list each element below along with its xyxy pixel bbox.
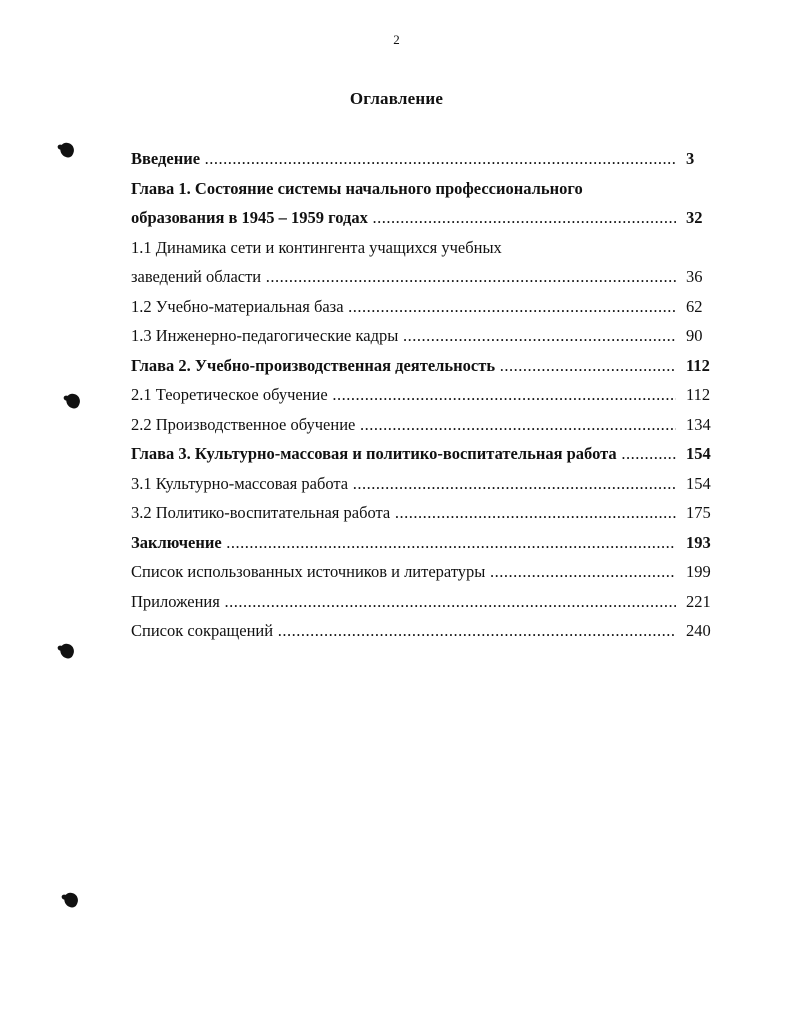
toc-entry-text: Глава 1. Состояние системы начального профессионального (131, 178, 583, 198)
toc-entry-page: 112 (686, 355, 710, 375)
table-of-contents (131, 144, 719, 646)
toc-entry-text: заведений области ..... (131, 262, 676, 292)
toc-entry-page: 62 (686, 296, 703, 316)
toc-entry-page: 154 (686, 473, 711, 493)
toc-entry (131, 380, 719, 410)
toc-entry-text: 3.2 Политико-воспитательная работа ..... (131, 498, 676, 528)
toc-entry (131, 233, 719, 263)
toc-entry-text: 1.3 Инженерно-педагогические кадры ..... (131, 321, 676, 351)
toc-entry-text: образования в 1945 – 1959 годах ..... (131, 203, 676, 233)
punch-hole-mark (62, 891, 80, 909)
toc-entry (131, 321, 719, 351)
toc-entry (131, 262, 719, 292)
toc-entry-text: 2.1 Теоретическое обучение ..... (131, 380, 676, 410)
toc-entry-page: 112 (686, 385, 711, 404)
toc-entry (131, 203, 719, 233)
toc-entry-text: 1.2 Учебно-материальная база ..... (131, 292, 676, 322)
toc-entry-text: Глава 2. Учебно-производственная деятельность ..... (131, 351, 676, 381)
toc-entry (131, 292, 719, 322)
toc-entry-text: Глава 3. Культурно-массовая и политико-воспитательная работа ..... (131, 439, 676, 469)
toc-entry-page: 32 (686, 208, 703, 227)
page-number: 2 (393, 32, 400, 47)
punch-hole-mark (58, 141, 76, 159)
toc-entry-page: 199 (686, 562, 711, 581)
toc-entry (131, 351, 719, 381)
toc-entry (131, 616, 719, 646)
toc-entry-text: Список использованных источников и литературы ..... (131, 557, 676, 587)
toc-entry (131, 174, 719, 204)
toc-entry (131, 528, 719, 558)
toc-entry (131, 439, 719, 469)
toc-entry-text: 3.1 Культурно-массовая работа ..... (131, 469, 676, 499)
toc-entry-page: 221 (686, 591, 711, 611)
toc-entry-text: Приложения ..... (131, 587, 676, 617)
toc-entry (131, 587, 719, 617)
toc-entry-text: Введение ..... (131, 144, 676, 174)
toc-entry-page: 193 (686, 532, 711, 552)
toc-entry (131, 469, 719, 499)
toc-entry (131, 144, 719, 174)
toc-entry (131, 557, 719, 587)
toc-entry-page: 154 (686, 444, 711, 463)
toc-entry-page: 134 (686, 414, 711, 434)
toc-entry-page: 175 (686, 503, 711, 522)
page-title: Оглавление (349, 89, 444, 108)
toc-entry-text: Список сокращений ..... (131, 616, 676, 646)
toc-entry-page: 3 (686, 149, 695, 168)
punch-hole-mark (58, 642, 76, 660)
toc-entry (131, 498, 719, 528)
toc-entry-page: 36 (686, 267, 703, 286)
toc-entry-text: Заключение ..... (131, 528, 676, 558)
punch-hole-mark (64, 392, 82, 410)
toc-entry-text: 2.2 Производственное обучение ..... (131, 410, 676, 440)
toc-entry-page: 240 (686, 621, 711, 640)
toc-entry-page: 90 (686, 326, 703, 345)
toc-entry-text: 1.1 Динамика сети и контингента учащихся учебных (131, 237, 502, 257)
toc-entry (131, 410, 719, 440)
